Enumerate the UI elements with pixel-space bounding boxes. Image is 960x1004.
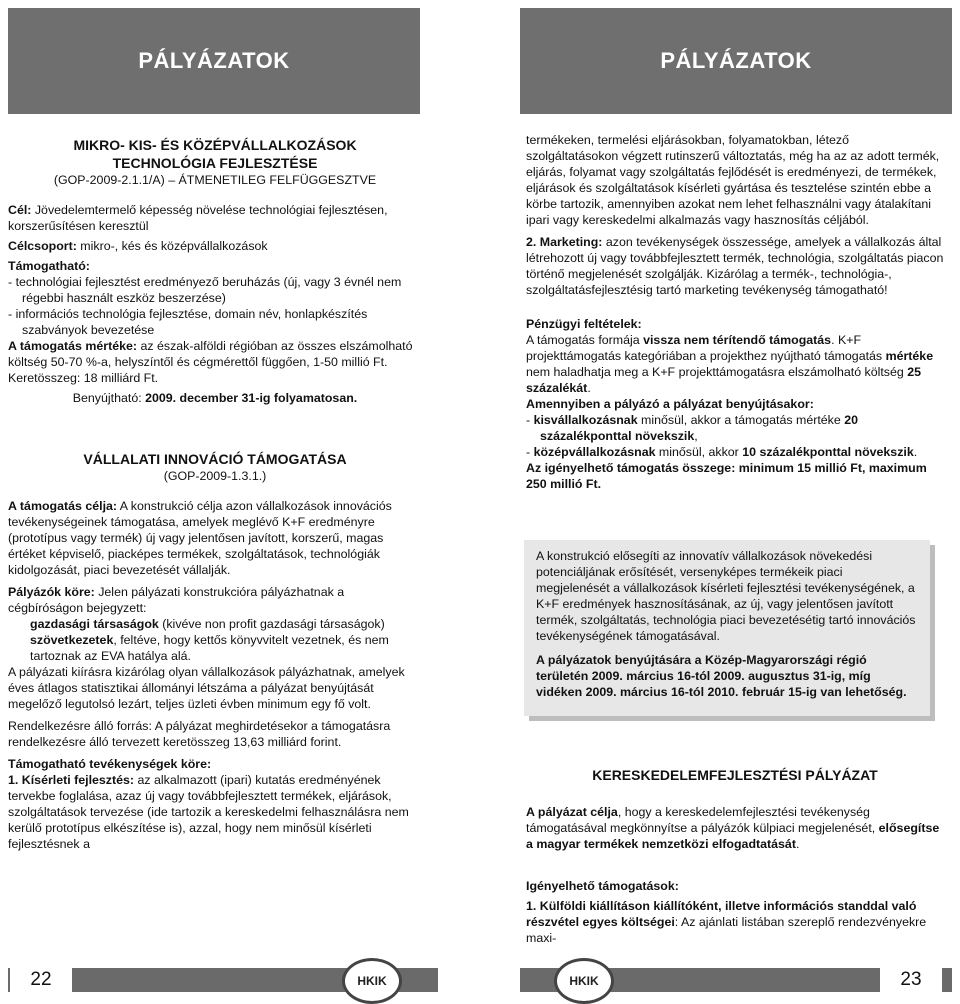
forma-bold: vissza nem térítendő támogatás xyxy=(643,333,832,347)
rendelkezesre-paragraph: Rendelkezésre álló forrás: A pályázat meghirdetésekor a támogatásra rendelkezésre álló tervezett keretösszeg 13,63 milliárd forint. xyxy=(8,719,391,749)
kore-text: Jelen pályázati konstrukcióra pályázhatnak a cégbíróságon bejegyzett: xyxy=(8,585,345,615)
item1-label: Kísérleti fejlesztés: xyxy=(18,773,135,787)
celcsoport-label: Célcsoport: xyxy=(8,239,77,253)
celja-label: A támogatás célja: xyxy=(8,499,118,513)
kis-bold2: 20 százalékponttal növekszik xyxy=(540,413,858,443)
tevekenysegek-label: Támogatható tevékenységek köre: xyxy=(8,757,212,771)
benyujthato-value: 2009. december 31-ig folyamatosan. xyxy=(145,391,358,405)
right-column xyxy=(526,132,944,492)
bullet-item: - információs technológia fejlesztése, domain név, honlapkészítés szabványok bevezetése xyxy=(8,307,368,337)
r-item1-number: 1. xyxy=(526,899,537,913)
igenyelheto-paragraph: Az igényelhető támogatás összege: minimum 15 millió Ft, maximum 250 millió Ft. xyxy=(526,461,927,491)
kis-bold: kisvállalkozásnak xyxy=(533,413,638,427)
benyujthato-label: Benyújtható: xyxy=(72,391,146,405)
kis-pre: - xyxy=(526,413,534,427)
right-column-lower xyxy=(526,766,944,946)
kore-label: Pályázók köre: xyxy=(8,585,95,599)
section1-title-line2: TECHNOLÓGIA FEJLESZTÉSE xyxy=(112,155,318,171)
cel-label: Cél: xyxy=(8,203,32,217)
hkik-logo-left: HKIK xyxy=(342,958,402,1004)
forma-pre: A támogatás formája xyxy=(526,333,644,347)
bullet-item: - technológiai fejlesztést eredményező beruházás (új, vagy 3 évnél nem régebbi használt eszköz beszerzése) xyxy=(8,275,402,305)
header-banner-right xyxy=(520,8,952,114)
highlight-box xyxy=(524,540,930,716)
s3-celja-text: , hogy a kereskedelemfejlesztési tevékenység támogatásával megkönnyítse a pályázók külpiaci megjelenését, xyxy=(526,805,879,835)
koz-line xyxy=(526,444,944,460)
item1-text: az alkalmazott (ipari) kutatás eredményének tervekbe foglalása, azaz új vagy továbbfejlesztett termékek, eljárások, szolgáltatások tervezése (ide tartozik a kereskedelmi felhasználásra nem kerülő prototípus elkészítése is), azzal, hogy nem minősül kísérleti fejlesztésnek a xyxy=(8,773,409,851)
r-item1-paragraph xyxy=(526,898,944,946)
s3-celja-label: A pályázat célja xyxy=(526,805,618,819)
header-title-left: PÁLYÁZATOK xyxy=(138,48,290,73)
section2-title: VÁLLALATI INNOVÁCIÓ TÁMOGATÁSA xyxy=(83,451,347,467)
kis-mid: minősül, akkor a támogatás mértéke xyxy=(637,413,845,427)
koz-mid: minősül, akkor xyxy=(655,445,743,459)
gt-text: (kivéve non profit gazdasági társaságok) xyxy=(158,617,385,631)
igenyelheto-tamogatasok-label: Igényelhető támogatások: xyxy=(526,879,679,893)
cel-text: Jövedelemtermelő képesség növelése technológiai fejlesztésen, korszerűsítésen keresztül xyxy=(8,203,388,233)
pct-post: . xyxy=(587,381,591,395)
section2-code: (GOP-2009-1.3.1.) xyxy=(163,469,267,483)
kore-paragraph xyxy=(8,584,422,616)
koz-bold: középvállalkozásnak xyxy=(533,445,656,459)
mertek-paragraph xyxy=(8,338,422,386)
kis-line xyxy=(526,412,944,444)
r-item1-text: : Az ajánlati listában szereplő rendezvényekre maxi- xyxy=(526,915,927,945)
merteke-post: nem haladhatja meg a K+F projekttámogatásra elszámolható költség xyxy=(526,365,908,379)
merteke-bold: mértéke xyxy=(885,349,934,363)
kiiras-paragraph: A pályázati kiírásra kizárólag olyan vállalkozások pályázhatnak, amelyek éves átlagos statisztikai állományi létszáma a pályázat benyújtását megelőző legutolsó lezárt, teljes üzleti évben minimum egy fő volt. xyxy=(8,665,405,711)
item2-label: 2. Marketing: xyxy=(526,235,603,249)
cel-paragraph xyxy=(8,202,422,234)
r-item1-bold: Külföldi kiállításon kiállítóként, illetve információs standdal való részvétel egyes költségei xyxy=(526,899,917,929)
tamogathato-label: Támogatható: xyxy=(8,259,90,273)
szov-text: , feltéve, hogy kettős könyvvitelt vezetnek, és nem tartoznak az EVA hatálya alá. xyxy=(30,633,389,663)
forma-paragraph xyxy=(526,332,944,396)
celja-text: A konstrukció célja azon vállalkozások innovációs tevékenységeinek támogatása, amelyek meglévő K+F eredményre (prototípus vagy termék) új vagy jelentősen javított, korszerű, magas értéket képviselő, piacképes termékek, szolgáltatások, technológiák kidolgozását, piaci bevezetését vállalják. xyxy=(8,499,392,577)
left-column xyxy=(8,136,422,852)
celcsoport-paragraph xyxy=(8,238,422,254)
benyujthato-line xyxy=(8,390,422,406)
penzugyi-label: Pénzügyi feltételek: xyxy=(526,317,642,331)
s3-celja-bold: elősegítse a magyar termékek nemzetközi elfogadtatását xyxy=(526,821,940,851)
szov-line xyxy=(8,632,422,664)
item1-number: 1. xyxy=(8,773,19,787)
mertek-label: A támogatás mértéke: xyxy=(8,339,138,353)
section1-title-line1: MIKRO- KIS- ÉS KÖZÉPVÁLLALKOZÁSOK xyxy=(73,137,357,153)
gt-label: gazdasági társaságok xyxy=(30,617,159,631)
kis-post: , xyxy=(694,429,698,443)
celja-paragraph xyxy=(8,498,422,578)
header-banner-left xyxy=(8,8,420,114)
box-text2: A pályázatok benyújtására a Közép-Magyarországi régió területén 2009. március 16-tól 2009. augusztus 31-ig, míg vidéken 2009. március 16-tól 2010. február 15-ig van lehetőség. xyxy=(536,653,907,699)
forma-post: . K+F projekttámogatás kategóriában a projekthez nyújtható támogatás xyxy=(526,333,886,363)
s3-celja-paragraph xyxy=(526,804,944,852)
section3-title: KERESKEDELEMFEJLESZTÉSI PÁLYÁZAT xyxy=(592,767,878,783)
page-number-left: 22 xyxy=(10,968,72,992)
item2-text: azon tevékenységek összessége, amelyek a vállalkozás által létrehozott új vagy továbbfejlesztett termék, technológia, szolgáltatás piacon történő megjelenését szolgálják. Kizárólag a termék-, technológia-, szolgáltatásfejlesztésig tartó marketing tevékenység támogatható! xyxy=(526,235,944,297)
amennyiben-line: Amennyiben a pályázó a pályázat benyújtásakor: xyxy=(526,397,814,411)
celcsoport-text: mikro-, kés és középvállalkozások xyxy=(76,239,268,253)
section1-code: (GOP-2009-2.1.1/A) – ÁTMENETILEG FELFÜGGESZTVE xyxy=(53,173,377,187)
koz-bold2: 10 százalékponttal növekszik xyxy=(742,445,914,459)
gt-line xyxy=(8,616,422,632)
box-text1: A konstrukció elősegíti az innovatív vállalkozások növekedési potenciáljának erősítését, versenyképes termékeik piaci megjelenését a vállalkozások kísérleti fejlesztési tevékenységének, a K+F eredmények hasznosításának, az új, vagy jelentősen javított termék, szolgáltatás, technológia piaci bevezetésétig tartó innovációs tevékenységének támogatásával. xyxy=(536,549,916,643)
koz-pre: - xyxy=(526,445,534,459)
pct-bold: 25 százalékát xyxy=(526,365,922,395)
item2-paragraph xyxy=(526,234,944,298)
mertek-text: az észak-alföldi régióban az összes elszámolható költség 50-70 %-a, helyszíntől és cégmérettől függően, 1-50 millió Ft. Keretösszeg: 18 milliárd Ft. xyxy=(8,339,413,385)
item1-paragraph xyxy=(8,772,422,852)
s3-celja-post: . xyxy=(795,837,800,851)
szov-label: szövetkezetek xyxy=(30,633,114,647)
page-number-right: 23 xyxy=(880,968,942,992)
koz-post: . xyxy=(913,445,918,459)
header-title-right: PÁLYÁZATOK xyxy=(660,48,812,73)
continued-paragraph: termékeken, termelési eljárásokban, folyamatokban, létező szolgáltatásokon végzett rutinszerű változtatás, még ha az az adott termék, eljárás, folyamat vagy szolgáltatás fejlődését is eredményezi, de termékek, eljárások és szolgáltatások kísérleti gyártása és tesztelése szintén ebbe a körbe tartozik, amennyiben azokat nem lehet felhasználni vagy átalakítani ipari vagy kereskedelmi alkalmazás vagy hasznosítás céljából. xyxy=(526,133,940,227)
hkik-logo-right: HKIK xyxy=(554,958,614,1004)
